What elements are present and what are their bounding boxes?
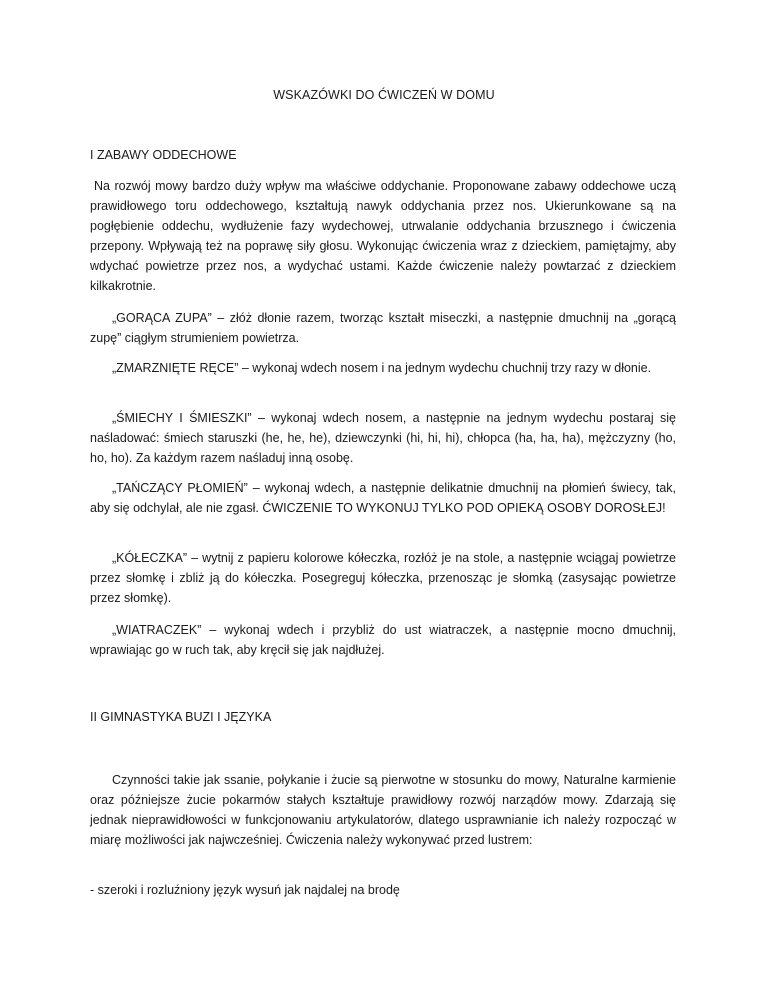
document-title: WSKAZÓWKI DO ĆWICZEŃ W DOMU bbox=[273, 88, 495, 102]
exercise-frozen-hands: „ZMARZNIĘTE RĘCE” – wykonaj wdech nosem i na jednym wydechu chuchnij trzy razy w dłonie. bbox=[112, 361, 652, 375]
section-heading-gymnastics: II GIMNASTYKA BUZI I JĘZYKA bbox=[90, 710, 272, 724]
gymnastics-intro-paragraph: Czynności takie jak ssanie, połykanie i żucie są pierwotne w stosunku do mowy, Naturalne karmienie oraz późniejsze żucie pokarmów stałych kształtuje prawidłowy rozwój narządów mowy. Zdarzają się jednak nieprawidłowości w funkcjonowaniu artykulatorów, dlatego usprawnianie ich należy rozpocząć w miarę możliwości jak najwcześniej. Ćwiczenia należy wykonywać przed lustrem: bbox=[90, 773, 676, 847]
section-heading-breathing: I ZABAWY ODDECHOWE bbox=[90, 148, 237, 162]
exercise-dancing-flame: „TAŃCZĄCY PŁOMIEŃ” – wykonaj wdech, a następnie delikatnie dmuchnij na płomień świecy, tak, aby się odchylał, ale nie zgasł. ĆWICZENIE TO WYKONUJ TYLKO POD OPIEKĄ OSOBY DOROSŁEJ! bbox=[90, 481, 676, 515]
exercise-circles: „KÓŁECZKA” – wytnij z papieru kolorowe kółeczka, rozłóż je na stole, a następnie wciągaj powietrze przez słomkę i zbliż ją do kółeczka. Posegreguj kółeczka, przenosząc je słomką (zasysając powietrze przez słomkę). bbox=[90, 551, 676, 605]
exercise-hot-soup: „GORĄCA ZUPA” – złóż dłonie razem, tworząc kształt miseczki, a następnie dmuchnij na „gorącą zupę” ciągłym strumieniem powietrza. bbox=[90, 311, 676, 345]
gymnastics-item-tongue: - szeroki i rozluźniony język wysuń jak najdalej na brodę bbox=[90, 883, 400, 897]
exercise-pinwheel: „WIATRACZEK” – wykonaj wdech i przybliż do ust wiatraczek, a następnie mocno dmuchnij, wprawiając go w ruch tak, aby kręcił się jak najdłużej. bbox=[90, 623, 676, 657]
exercise-laughter: „ŚMIECHY I ŚMIESZKI” – wykonaj wdech nosem, a następnie na jednym wydechu postaraj się naśladować: śmiech staruszki (he, he, he), dziewczynki (hi, hi, hi), chłopca (ha, ha, ha), mężczyzny (ho, ho, ho). Za każdym razem naśladuj inną osobę. bbox=[90, 411, 676, 465]
breathing-intro-paragraph: Na rozwój mowy bardzo duży wpływ ma właściwe oddychanie. Proponowane zabawy oddechowe uczą prawidłowego toru oddechowego, kształtują nawyk oddychania przez nos. Ukierunkowane są na pogłębienie oddechu, wydłużenie fazy wydechowej, utrwalanie oddychania brzusznego i ćwiczenia przepony. Wpływają też na poprawę siły głosu. Wykonując ćwiczenia wraz z dzieckiem, pamiętajmy, aby wdychać powietrze przez nos, a wydychać ustami. Każde ćwiczenie należy powtarzać z dzieckiem kilkakrotnie. bbox=[90, 179, 676, 293]
